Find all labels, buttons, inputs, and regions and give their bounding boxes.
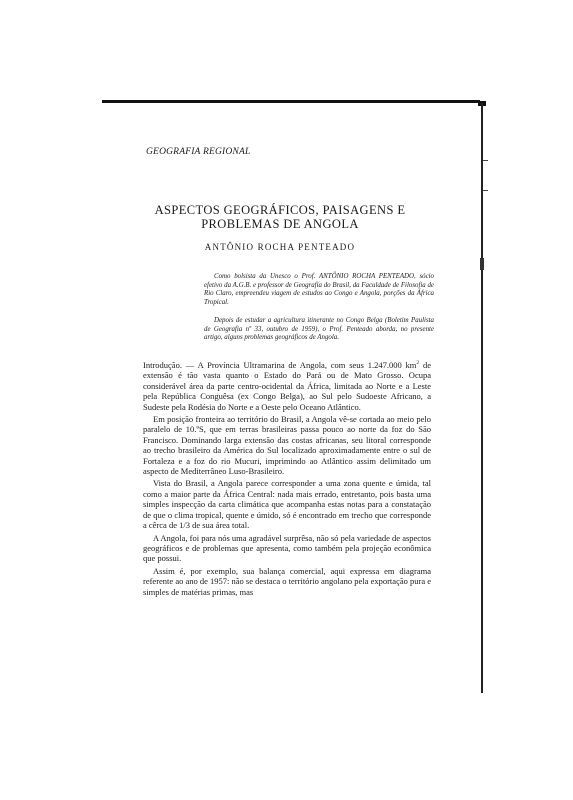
article-body: [143, 360, 431, 599]
edge-tick: [483, 190, 488, 191]
page-edge-line: [481, 103, 483, 693]
title-line: ASPECTOS GEOGRÁFICOS, PAISAGENS E: [154, 203, 406, 217]
top-rule: [102, 100, 480, 103]
paragraph-text: — A Província Ultramarina de Angola, com seus 1.247.000 km: [181, 360, 417, 370]
edge-mark: [480, 258, 484, 270]
paragraph-text: de extensão é tão vasta quanto o Estado do Pará ou de Mato Grosso. Ocupa considerável área da parte centro-ocidental da África, limitada ao Norte e a Leste pela República Conguêsa (ex Congo Belga), ao Sul pelo Sudoeste Africano, a Sudeste pela Rodésia do Norte e a Oeste pelo Oceano Atlântico.: [143, 360, 431, 412]
intro-label: Introdução.: [143, 360, 182, 370]
edge-tick: [483, 160, 488, 161]
paragraph: Em posição fronteira ao território do Brasil, a Angola vê-se cortada ao meio pelo paralelo de 10.ºS, que em terras brasileiras passa pouco ao norte da foz do São Francisco. Dominando larga extensão das costas africanas, seu litoral corresponde ao trecho brasileiro da América do Sul localizado aproximadamente entre o sul de Fortaleza e a foz do rio Mucuri, imprimindo ao Atlântico assim delimitado um aspecto de Mediterrâneo Luso-Brasileiro.: [143, 414, 431, 477]
paragraph: A Angola, foi para nós uma agradável surprêsa, não só pela variedade de aspectos geográficos e de problemas que apresenta, como também pela projeção econômica que possui.: [143, 532, 431, 564]
section-label: GEOGRAFIA REGIONAL: [146, 147, 251, 157]
superscript: 2: [416, 360, 420, 367]
author-name: ANTÔNIO ROCHA PENTEADO: [204, 242, 356, 252]
article-note: Depois de estudar a agricultura itinerante no Congo Belga (Boletim Paulista de Geografia nº 33, outubro de 1959), o Prof. Penteado aborda, no presente artigo, alguns problemas geográficos de Angola.: [204, 317, 434, 342]
title-line: PROBLEMAS DE ANGOLA: [201, 217, 359, 231]
paragraph: Vista do Brasil, a Angola parece corresponder a uma zona quente e úmida, tal como a maior parte da África Central: nada mais errado, entretanto, pois basta uma simples inspecção da carta climática que acompanha estas notas para a constatação de que o clima tropical, quente e úmido, só é encontrado em trecho que corresponde a cêrca de 1/3 de sua área total.: [143, 478, 431, 531]
paragraph: Assim é, por exemplo, sua balança comercial, aqui expressa em diagrama referente ao ano de 1957: não se destaca o território angolano pela exportação pura e simples de matérias primas, mas: [143, 565, 431, 597]
article-title: [130, 203, 430, 231]
paragraph: [143, 360, 431, 412]
author-note: Como bolsista da Unesco o Prof. ANTÔNIO ROCHA PENTEADO, sócio efetivo da A.G.B. e professor de Geografia do Brasil, da Faculdade de Filosofia de Rio Claro, empreendeu viagem de estudos ao Congo e Angola, porções da África Tropical.: [204, 273, 434, 306]
